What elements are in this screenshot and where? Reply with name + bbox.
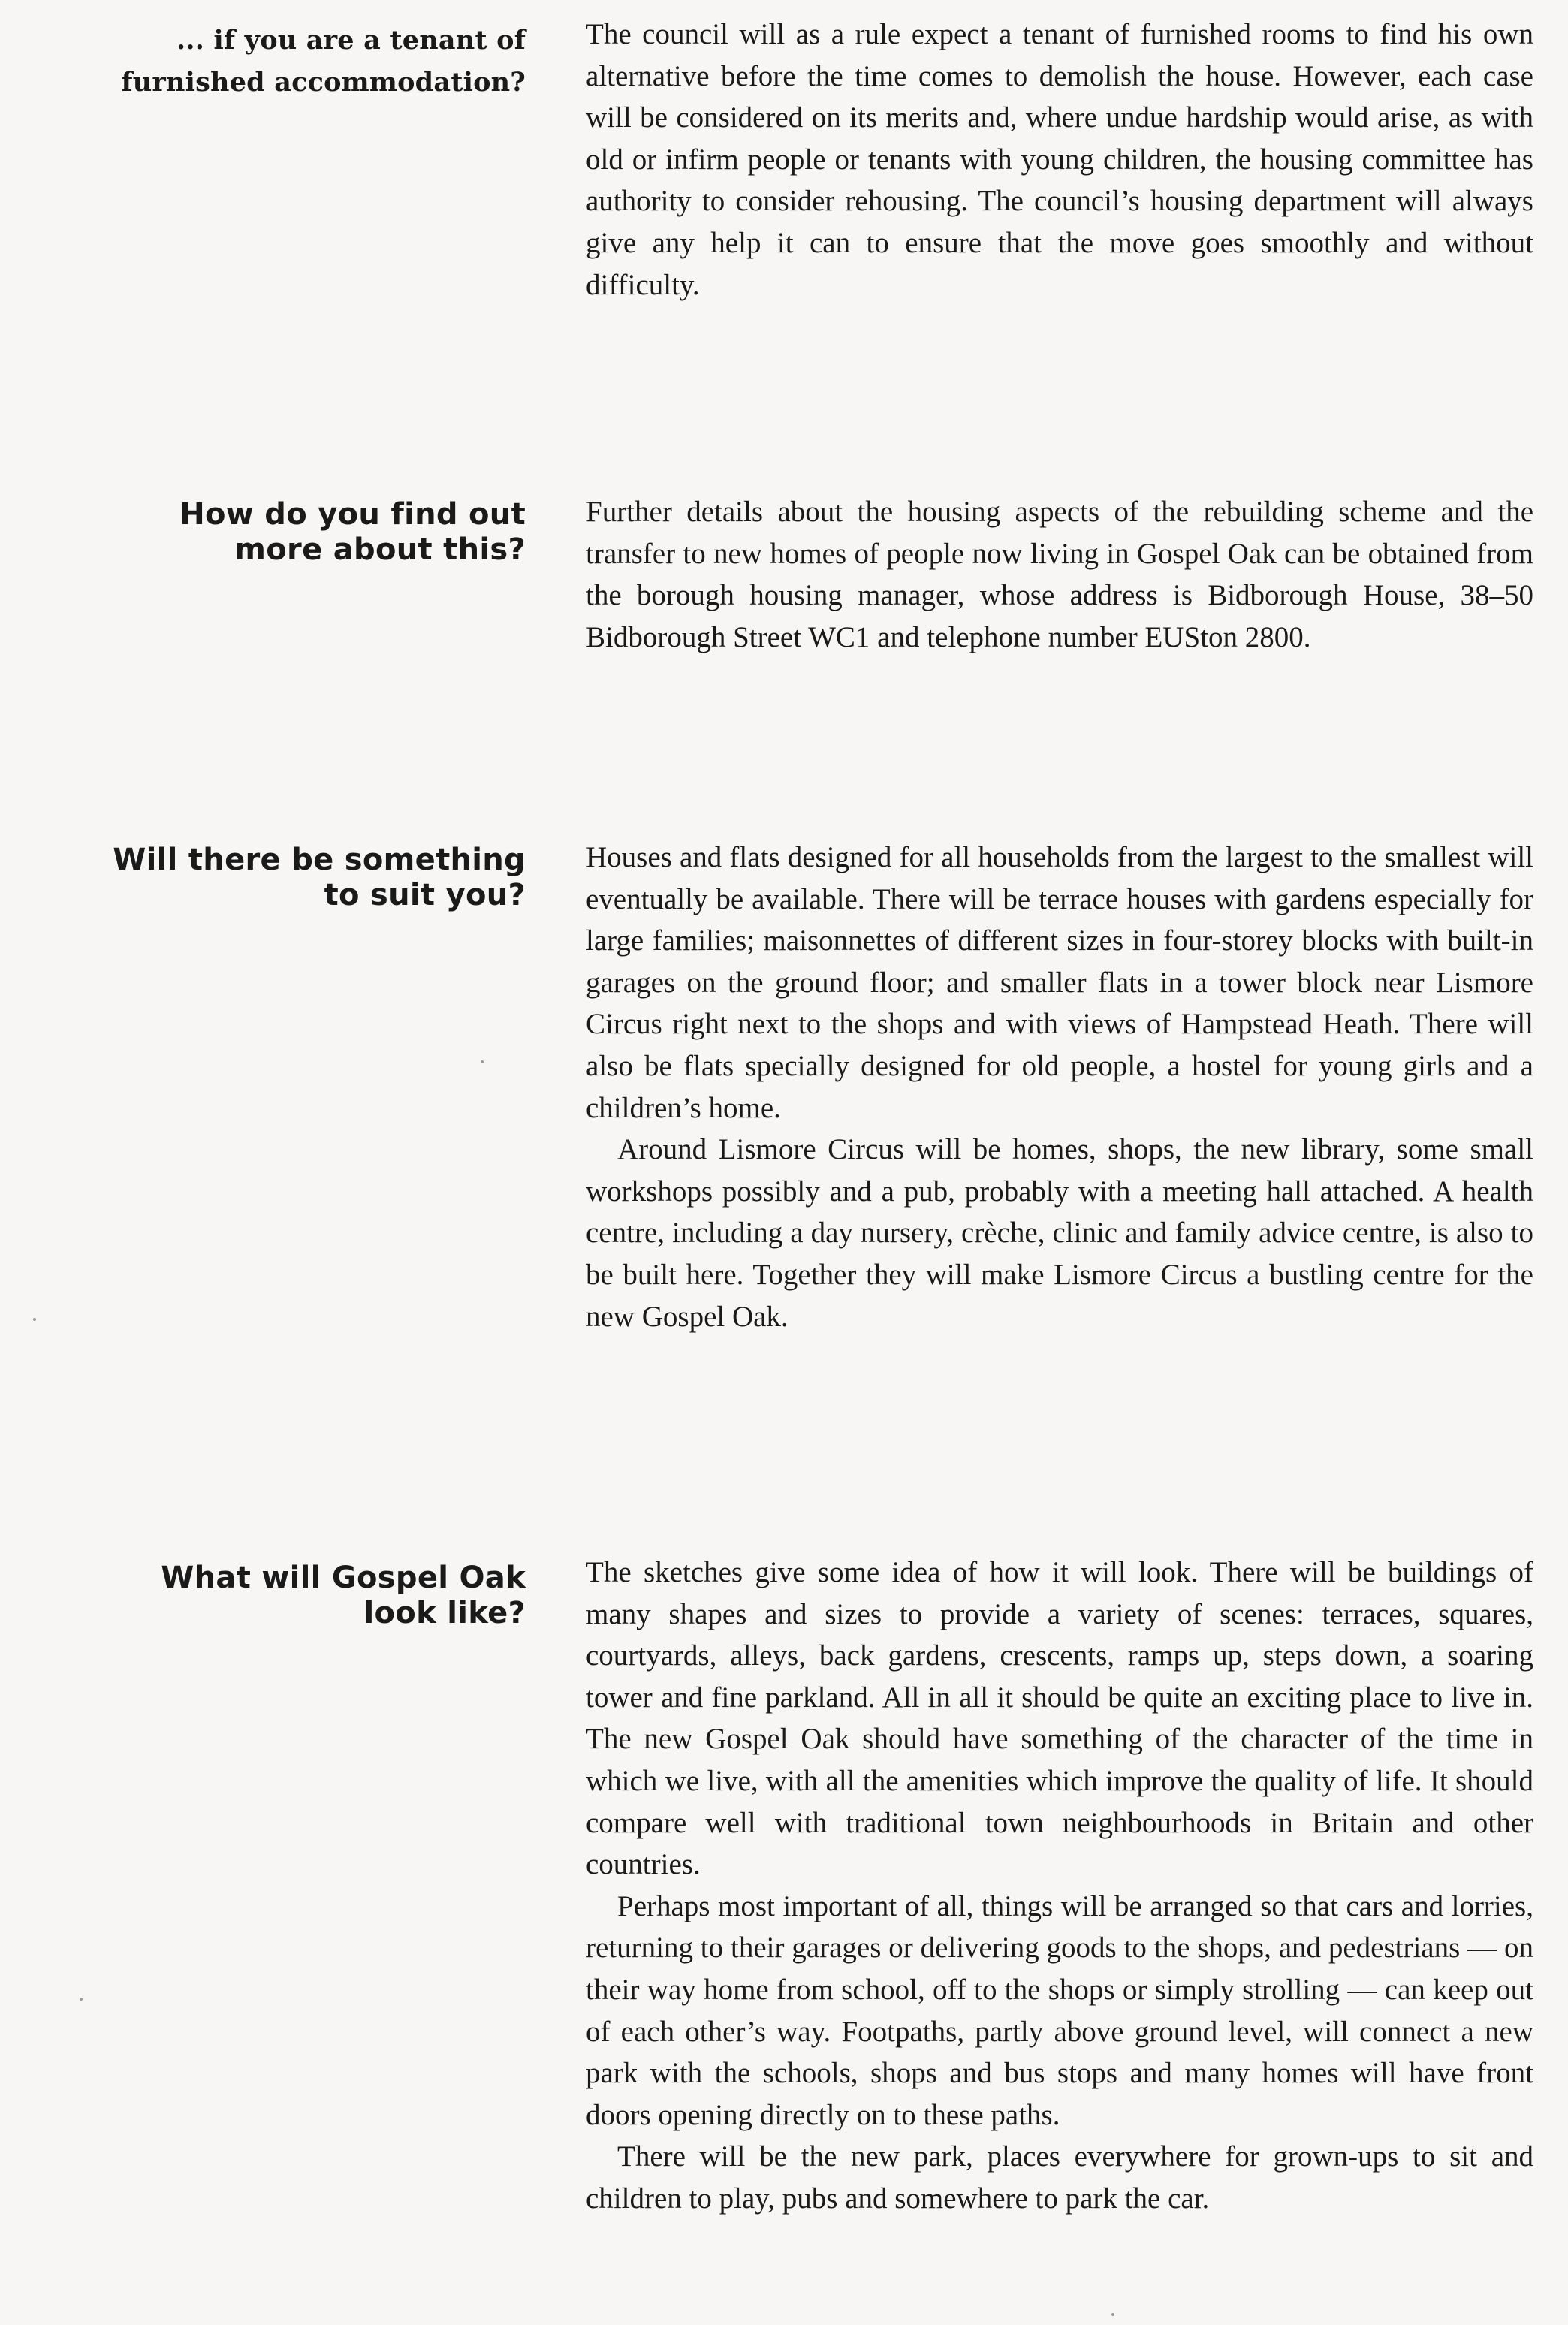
- paragraph: Houses and flats designed for all households from the largest to the smallest will eventually be available. There will be terrace houses with gardens especially for large families; maisonnettes of different sizes in four-storey blocks with built-in garages on the ground floor; and smaller flats in a tower block near Lismore Circus right next to the shops and with views of Hampstead Heath. There will also be flats specially designed for old people, a hostel for young girls and a children’s home.: [586, 841, 1533, 1124]
- paragraph: The council will as a rule expect a tenant of furnished rooms to find his own alternative before the time comes to demolish the house. However, each case will be considered on its merits and, where undue hardship would arise, as with old or infirm people or tenants with young children, the housing committee has authority to consider rehousing. The council’s housing department will always give any help it can to ensure that the move goes smoothly and without difficulty.: [586, 18, 1533, 301]
- question-line: What will Gospel Oak: [161, 1561, 526, 1595]
- question-line: ... if you are a tenant of: [176, 25, 526, 56]
- paragraph: There will be the new park, places everywhere for grown-ups to sit and children to play, pubs and somewhere to park the car.: [586, 2140, 1533, 2215]
- question-heading: [15, 20, 526, 104]
- question-heading: [15, 843, 526, 913]
- answer-text: [586, 491, 1533, 658]
- print-speck: [1111, 2313, 1114, 2316]
- paragraph: The sketches give some idea of how it will look. There will be buildings of many shapes and sizes to provide a variety of scenes: terraces, squares, courtyards, alleys, back gardens, crescents, ramps up, steps down, a soaring tower and fine parkland. All in all it should be quite an exciting place to live in. The new Gospel Oak should have something of the character of the time in which we live, with all the amenities which improve the quality of life. It should compare well with traditional town neighbourhoods in Britain and other countries.: [586, 1556, 1533, 1881]
- answer-text: [586, 1552, 1533, 2220]
- question-line: furnished accommodation?: [121, 67, 526, 98]
- answer-text: [586, 837, 1533, 1337]
- question-line: Will there be something: [113, 843, 526, 877]
- question-line: look like?: [363, 1596, 526, 1630]
- print-speck: [33, 1318, 36, 1321]
- paragraph: Further details about the housing aspects of the rebuilding scheme and the transfer to new homes of people now living in Gospel Oak can be obtained from the borough housing manager, whose address is Bidborough House, 38–50 Bidborough Street WC1 and telephone number EUSton 2800.: [586, 496, 1533, 653]
- question-heading: [15, 497, 526, 568]
- question-line: How do you find out: [179, 497, 526, 532]
- print-speck: [80, 1998, 83, 2001]
- question-line: more about this?: [234, 532, 526, 567]
- paragraph: Perhaps most important of all, things will be arranged so that cars and lorries, returning to their garages or delivering goods to the shops, and pedestrians — on their way home from school, off to the shops or simply strolling — can keep out of each other’s way. Footpaths, partly above ground level, will connect a new park with the schools, shops and bus stops and many homes will have front doors opening directly on to these paths.: [586, 1889, 1533, 2131]
- print-speck: [481, 1060, 484, 1063]
- paragraph: Around Lismore Circus will be homes, shops, the new library, some small workshops possibly and a pub, probably with a meeting hall attached. A health centre, including a day nursery, crèche, clinic and family advice centre, is also to be built here. Together they will make Lismore Circus a bustling centre for the new Gospel Oak.: [586, 1133, 1533, 1333]
- question-line: to suit you?: [324, 878, 526, 912]
- answer-text: [586, 14, 1533, 306]
- question-heading: [15, 1561, 526, 1631]
